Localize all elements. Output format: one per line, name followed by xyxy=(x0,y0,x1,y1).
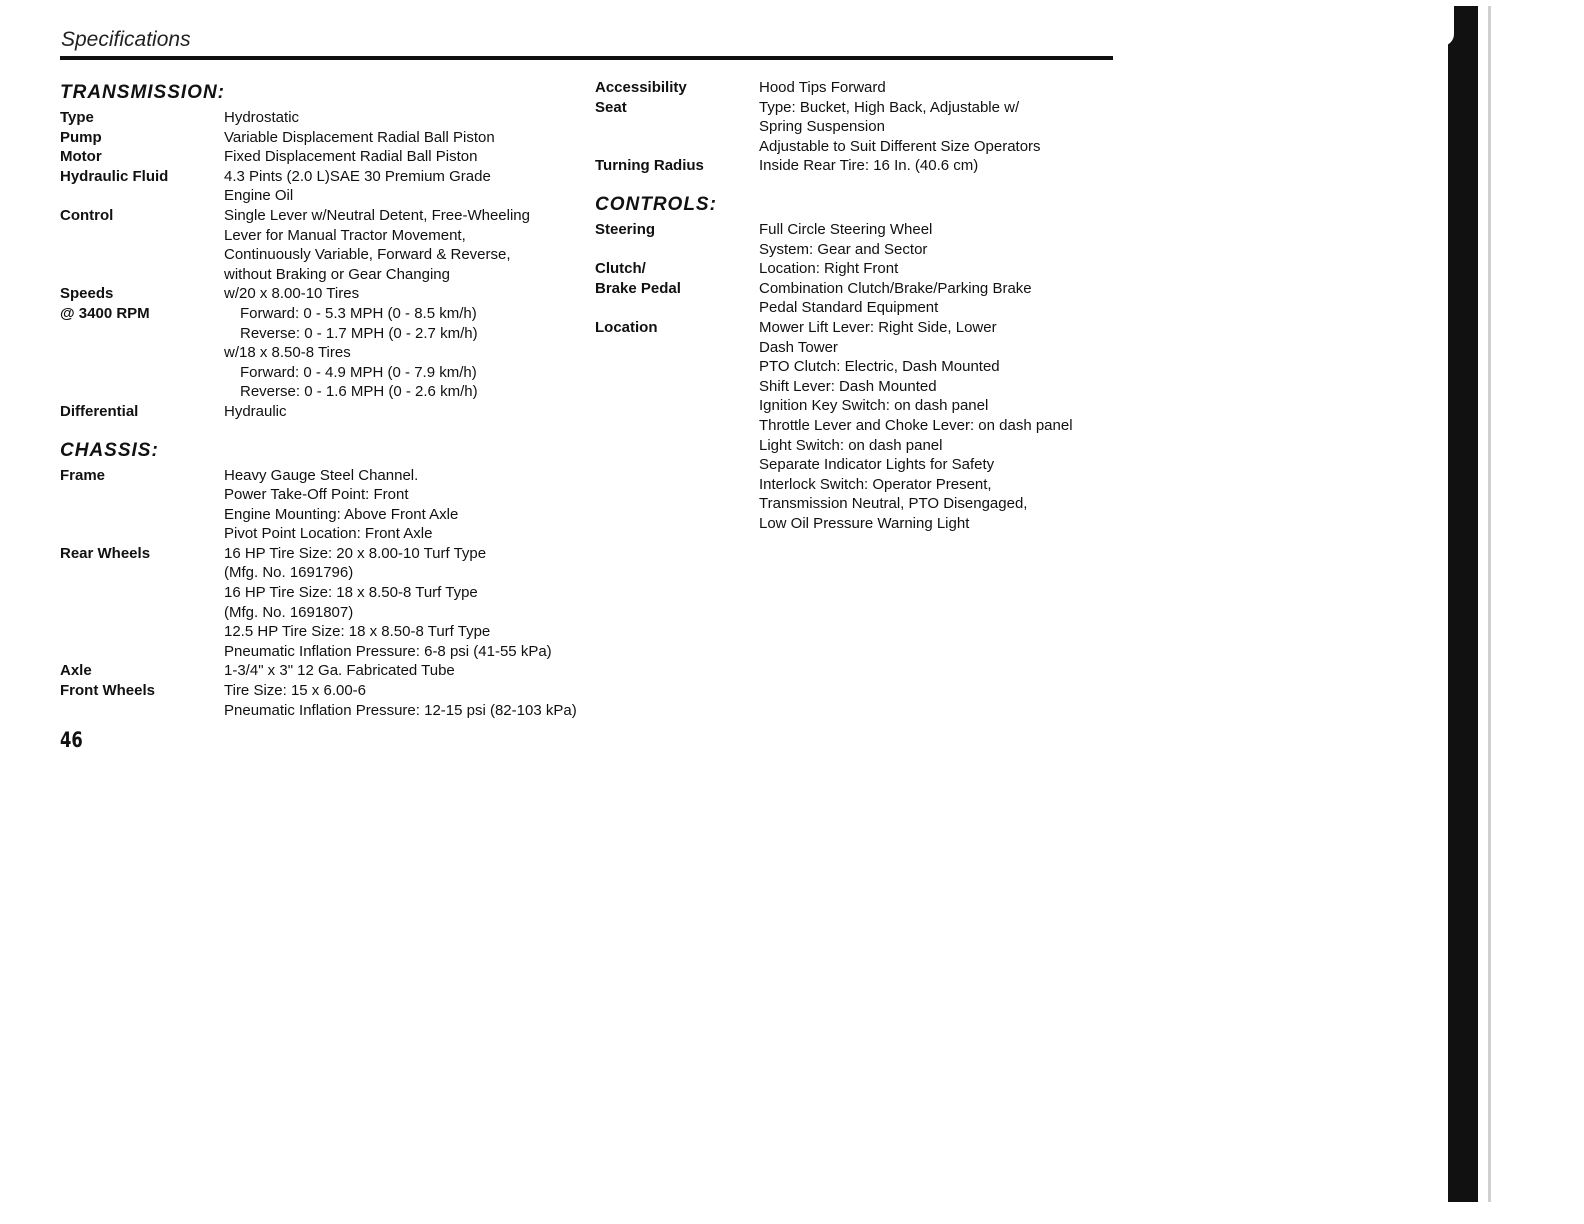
spec-label xyxy=(60,128,224,148)
spec-value-line: Tire Size: 15 x 6.00-6 xyxy=(224,682,367,700)
spec-value-line: 16 HP Tire Size: 20 x 8.00-10 Turf Type xyxy=(224,544,487,562)
spec-value-line: Hydrostatic xyxy=(224,109,300,126)
spec-label xyxy=(60,167,224,206)
spec-label xyxy=(595,259,759,318)
spec-value-line: 4.3 Pints (2.0 L)SAE 30 Premium Grade xyxy=(224,167,491,185)
binder-edge xyxy=(1488,6,1491,1202)
spec-row xyxy=(60,167,600,206)
spec-value-line: Separate Indicator Lights for Safety xyxy=(759,456,995,474)
spec-value-line: Shift Lever: Dash Mounted xyxy=(759,377,937,395)
spec-values xyxy=(224,128,600,148)
spec-value-line: Pneumatic Inflation Pressure: 6-8 psi (41-55 kPa) xyxy=(224,642,552,660)
spec-values xyxy=(224,284,600,402)
controls-heading: CONTROLS: xyxy=(595,193,717,215)
spec-row xyxy=(60,108,600,128)
spec-label-line: Motor xyxy=(60,148,102,166)
spec-row xyxy=(595,318,1135,534)
spec-value-line: Interlock Switch: Operator Present, xyxy=(759,475,992,493)
spec-value-line: Inside Rear Tire: 16 In. (40.6 cm) xyxy=(759,157,979,175)
spec-label-line: Steering xyxy=(595,220,656,238)
spec-values xyxy=(759,156,1135,176)
spec-value-line: w/18 x 8.50-8 Tires xyxy=(224,344,351,362)
spec-value-line: without Braking or Gear Changing xyxy=(224,265,450,283)
spec-label xyxy=(595,98,759,157)
spec-label-line: Control xyxy=(60,206,114,224)
spec-row xyxy=(595,98,1135,157)
spec-value-line: Light Switch: on dash panel xyxy=(759,436,943,454)
spec-row xyxy=(595,220,1135,259)
page-number: 46 xyxy=(60,728,83,752)
spec-value-line: Engine Oil xyxy=(224,187,294,205)
spec-label xyxy=(595,220,759,259)
spec-row xyxy=(60,681,600,720)
spec-values xyxy=(224,661,600,681)
spec-label xyxy=(595,156,759,176)
spec-label-line: Turning Radius xyxy=(595,157,704,175)
spec-row xyxy=(60,661,600,681)
section-gap xyxy=(60,422,600,436)
binder-notch xyxy=(1430,6,1454,46)
spec-value-line: Hydraulic xyxy=(224,402,287,420)
spec-values xyxy=(224,147,600,167)
controls-table xyxy=(595,220,1135,534)
spec-value-line: Pivot Point Location: Front Axle xyxy=(224,525,433,543)
general-table xyxy=(595,78,1135,176)
spec-label xyxy=(595,78,759,98)
spec-value-line: Low Oil Pressure Warning Light xyxy=(759,514,970,532)
spec-row xyxy=(60,466,600,544)
spec-value-line: Adjustable to Suit Different Size Operators xyxy=(759,137,1041,155)
spec-label-line: Type xyxy=(60,109,94,126)
spec-values xyxy=(759,318,1135,534)
left-column xyxy=(60,78,600,720)
spec-label xyxy=(60,108,224,128)
spec-value-line: Heavy Gauge Steel Channel. xyxy=(224,466,419,484)
spec-label xyxy=(60,402,224,422)
spec-label-line: Hydraulic Fluid xyxy=(60,167,169,185)
spec-label-line: Seat xyxy=(595,98,627,116)
spec-values xyxy=(224,402,600,422)
spec-values xyxy=(224,206,600,284)
spec-label-line: Speeds xyxy=(60,285,114,303)
spec-row xyxy=(60,128,600,148)
spec-label-line: Location xyxy=(595,318,658,336)
spec-value-line: Engine Mounting: Above Front Axle xyxy=(224,505,459,523)
transmission-heading: TRANSMISSION: xyxy=(60,82,225,103)
spec-label-line: Differential xyxy=(60,402,139,420)
spec-values xyxy=(224,108,600,128)
spec-value-line: System: Gear and Sector xyxy=(759,240,928,258)
spec-values xyxy=(759,98,1135,157)
spec-values xyxy=(224,681,600,720)
spec-value-line: Combination Clutch/Brake/Parking Brake xyxy=(759,279,1032,297)
spec-label xyxy=(60,681,224,720)
spec-value-line: Transmission Neutral, PTO Disengaged, xyxy=(759,495,1028,513)
page-title: Specifications xyxy=(61,28,191,51)
spec-values xyxy=(224,167,600,206)
spec-label xyxy=(595,318,759,534)
spec-value-line: 12.5 HP Tire Size: 18 x 8.50-8 Turf Type xyxy=(224,623,491,641)
spec-values xyxy=(224,544,600,662)
spec-values xyxy=(759,220,1135,259)
spec-value-line: Dash Tower xyxy=(759,338,838,356)
spec-value-line: 16 HP Tire Size: 18 x 8.50-8 Turf Type xyxy=(224,584,478,602)
spec-value-line: Power Take-Off Point: Front xyxy=(224,486,409,504)
right-column xyxy=(595,78,1135,533)
spec-values xyxy=(224,466,600,544)
spec-row xyxy=(595,156,1135,176)
spec-value-line: Reverse: 0 - 1.6 MPH (0 - 2.6 km/h) xyxy=(240,383,478,401)
spec-row xyxy=(60,284,600,402)
spec-value-line: Reverse: 0 - 1.7 MPH (0 - 2.7 km/h) xyxy=(240,324,478,342)
spec-values xyxy=(759,78,1135,98)
spec-value-line: 1-3/4" x 3" 12 Ga. Fabricated Tube xyxy=(224,662,455,680)
spec-value-line: (Mfg. No. 1691796) xyxy=(224,564,354,582)
transmission-table xyxy=(60,108,600,422)
spec-label-line: @ 3400 RPM xyxy=(60,304,150,322)
chassis-table xyxy=(60,466,600,721)
spec-label-line: Axle xyxy=(60,662,92,680)
spec-label xyxy=(60,284,224,402)
spec-values xyxy=(759,259,1135,318)
spec-value-line: Spring Suspension xyxy=(759,118,885,136)
spec-value-line: Single Lever w/Neutral Detent, Free-Wheeling xyxy=(224,206,530,224)
spec-row xyxy=(595,78,1135,98)
spec-value-line: Full Circle Steering Wheel xyxy=(759,220,933,238)
spec-value-line: Location: Right Front xyxy=(759,260,899,278)
spec-value-line: Forward: 0 - 4.9 MPH (0 - 7.9 km/h) xyxy=(240,363,477,381)
spec-value-line: Continuously Variable, Forward & Reverse, xyxy=(224,246,511,264)
spec-row xyxy=(595,259,1135,318)
spec-value-line: Forward: 0 - 5.3 MPH (0 - 8.5 km/h) xyxy=(240,304,477,322)
spec-value-line: Pedal Standard Equipment xyxy=(759,299,939,317)
spec-value-line: Ignition Key Switch: on dash panel xyxy=(759,397,989,415)
spec-value-line: PTO Clutch: Electric, Dash Mounted xyxy=(759,358,1000,376)
binder-strip xyxy=(1448,6,1478,1202)
spec-value-line: Pneumatic Inflation Pressure: 12-15 psi (82-103 kPa) xyxy=(224,701,577,719)
spec-value-line: Hood Tips Forward xyxy=(759,79,886,96)
spec-label xyxy=(60,661,224,681)
spec-label-line: Rear Wheels xyxy=(60,544,151,562)
spec-label-line: Pump xyxy=(60,128,102,146)
spec-row xyxy=(60,147,600,167)
spec-label xyxy=(60,206,224,284)
spec-label-line: Accessibility xyxy=(595,79,687,96)
spec-label-line: Front Wheels xyxy=(60,682,156,700)
spec-label xyxy=(60,466,224,544)
spec-row xyxy=(60,206,600,284)
spec-value-line: Lever for Manual Tractor Movement, xyxy=(224,226,466,244)
spec-value-line: Throttle Lever and Choke Lever: on dash panel xyxy=(759,416,1073,434)
spec-row xyxy=(60,544,600,662)
spec-label-line: Brake Pedal xyxy=(595,279,681,297)
section-gap xyxy=(595,176,1135,190)
spec-value-line: Type: Bucket, High Back, Adjustable w/ xyxy=(759,98,1020,116)
spec-value-line: (Mfg. No. 1691807) xyxy=(224,603,354,621)
header-rule xyxy=(60,56,1113,60)
chassis-heading: CHASSIS: xyxy=(60,439,159,461)
spec-value-line: w/20 x 8.00-10 Tires xyxy=(224,285,360,303)
spec-label xyxy=(60,147,224,167)
spec-value-line: Mower Lift Lever: Right Side, Lower xyxy=(759,318,997,336)
spec-label-line: Clutch/ xyxy=(595,260,646,278)
spec-label xyxy=(60,544,224,662)
spec-label-line: Frame xyxy=(60,466,106,484)
spec-row xyxy=(60,402,600,422)
spec-value-line: Fixed Displacement Radial Ball Piston xyxy=(224,148,478,166)
spec-value-line: Variable Displacement Radial Ball Piston xyxy=(224,128,495,146)
